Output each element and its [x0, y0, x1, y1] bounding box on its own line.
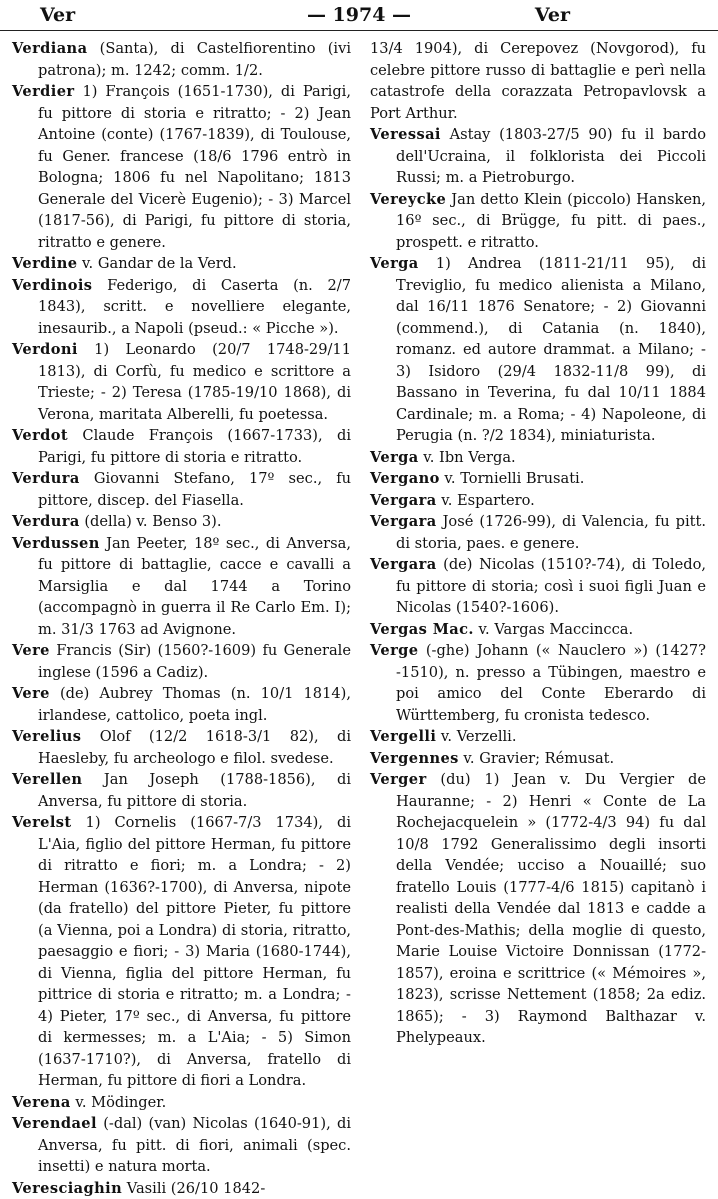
entry: [12, 425, 351, 468]
entry-text: Francis (Sir) (1560?-1609) fu Generale inglese (1596 a Cadiz).: [38, 642, 351, 681]
entry-text: Federigo, di Caserta (n. 2/7 1843), scritt. e novelliere elegante, inesaurib., a Napoli (pseud.: « Picche »).: [38, 277, 351, 337]
headword: Verdine: [12, 255, 77, 272]
entry: [370, 640, 706, 726]
entry-text: v. Verzelli.: [436, 728, 516, 745]
entry: [370, 769, 706, 1049]
headword: Verga: [370, 255, 419, 272]
entry: [370, 447, 706, 469]
headword: Vergelli: [370, 728, 436, 745]
entry-text: Jan Peeter, 18º sec., di Anversa, fu pittore di battaglie, cacce e cavalli a Marsiglia e dal 1744 a Torino (accompagnò in guerra il Re Carlo Em. I); m. 31/3 1763 ad Avignone.: [38, 535, 351, 638]
entry-text: 1) Leonardo (20/7 1748-29/11 1813), di Corfù, fu medico e scrittore a Trieste; - 2) Teresa (1785-19/10 1868), di Verona, maritata Alberelli, fu poetessa.: [38, 341, 351, 423]
entry-text: 13/4 1904), di Cerepovez (Novgorod), fu celebre pittore russo di battaglie e perì nella catastrofe della corazzata Petropavlovsk a Port Arthur.: [370, 40, 706, 122]
right-column: [370, 38, 706, 1049]
entry: [12, 769, 351, 812]
entry-text: v. Ibn Verga.: [419, 449, 516, 466]
entry: [12, 38, 351, 81]
entry: [12, 253, 351, 275]
entry-text: Claude François (1667-1733), di Parigi, fu pittore di storia e ritratto.: [38, 427, 351, 466]
entry-text: 1) François (1651-1730), di Parigi, fu pittore di storia e ritratto; - 2) Jean Antoine (conte) (1767-1839), di Toulouse, fu Gener. francese (18/6 1796 entrò in Bologna; 1806 fu nel Napolitano; 1813 Generale del Vicerè Eugenio); - 3) Marcel (1817-56), di Parigi, fu pittore di storia, ritratto e genere.: [38, 83, 351, 251]
headword: Verellen: [12, 771, 82, 788]
headword: Verga: [370, 449, 419, 466]
entry: [370, 726, 706, 748]
headword: Vergano: [370, 470, 440, 487]
entry-text: (-dal) (van) Nicolas (1640-91), di Anversa, fu pitt. di fiori, animali (spec. insetti) e natura morta.: [38, 1115, 351, 1175]
headword: Verger: [370, 771, 427, 788]
entry: [12, 511, 351, 533]
headword: Vergas Mac.: [370, 621, 474, 638]
headword: Verelius: [12, 728, 81, 745]
headword: Veresciaghin: [12, 1180, 122, 1197]
headword: Veressai: [370, 126, 441, 143]
page-header: [0, 0, 718, 31]
headword: Vergennes: [370, 750, 459, 767]
entry-text: (du) 1) Jean v. Du Vergier de Hauranne; - 2) Henri « Conte de La Rochejacquelein » (1772-4/3 94) fu dal 10/8 1792 Generalissimo degli insorti della Vendée; ucciso a Nouaillé; suo fratello Louis (1777-4/6 1815) capitanò i realisti della Vendée dal 1813 e cadde a Pont-des-Mathis; della moglie di questo, Marie Louise Victoire Donnissan (1772-1857), eroina e scrittrice (« Mémoires », 1823), scrisse Nettement (1858; 2a ediz. 1865); - 3) Raymond Balthazar v. Phelypeaux.: [396, 771, 706, 1046]
entry-text: v. Gravier; Rémusat.: [459, 750, 614, 767]
entry: [370, 490, 706, 512]
headword: Verdura: [12, 513, 80, 530]
headword: Vergara: [370, 556, 437, 573]
headword: Verge: [370, 642, 418, 659]
header-right-word: Ver: [535, 4, 570, 26]
headword: Verendael: [12, 1115, 97, 1132]
entry: [12, 1092, 351, 1114]
entry-text: (-ghe) Johann (« Nauclero ») (1427?-1510), n. presso a Tübingen, maestro e poi amico del Conte Eberardo di Württemberg, fu cronista tedesco.: [396, 642, 706, 724]
entry-text: v. Gandar de la Verd.: [77, 255, 236, 272]
headword: Vergara: [370, 513, 437, 530]
entry: [12, 275, 351, 340]
entry: [12, 533, 351, 641]
entry: [12, 683, 351, 726]
headword: Vereycke: [370, 191, 446, 208]
entry-text: Astay (1803-27/5 90) fu il bardo dell'Ucraina, il folklorista dei Piccoli Russi; m. a Pietroburgo.: [396, 126, 706, 186]
entry-text: (Santa), di Castelfiorentino (ivi patrona); m. 1242; comm. 1/2.: [38, 40, 351, 79]
headword: Vergara: [370, 492, 437, 509]
entry-text: Jan detto Klein (piccolo) Hansken, 16º sec., di Brügge, fu pitt. di paes., prospett. e ritratto.: [396, 191, 706, 251]
entry: [370, 554, 706, 619]
entry-text: (della) v. Benso 3).: [80, 513, 222, 530]
entry-text: v. Tornielli Brusati.: [440, 470, 585, 487]
entry-text: Vasili (26/10 1842-: [122, 1180, 265, 1197]
entry: [370, 253, 706, 447]
entry: [370, 748, 706, 770]
entry-text: Jan Joseph (1788-1856), di Anversa, fu pittore di storia.: [38, 771, 351, 810]
headword: Verdiana: [12, 40, 87, 57]
entry-text: v. Mödinger.: [71, 1094, 167, 1111]
entry-text: 1) Cornelis (1667-7/3 1734), di L'Aia, figlio del pittore Herman, fu pittore di ritratto e fiori; m. a Londra; - 2) Herman (1636?-1700), di Anversa, nipote (da fratello) del pittore Pieter, fu pittore (a Vienna, poi a Londra) di storia, ritratto, paesaggio e fiori; - 3) Maria (1680-1744), di Vienna, figlia del pittore Herman, fu pittrice di storia e ritratto; m. a Londra; - 4) Pieter, 17º sec., di Anversa, fu pittore di kermesses; m. a L'Aia; - 5) Simon (1637-1710?), di Anversa, fratello di Herman, fu pittore di fiori a Londra.: [38, 814, 351, 1089]
entry-text: José (1726-99), di Valencia, fu pitt. di storia, paes. e genere.: [396, 513, 706, 552]
headword: Verdinois: [12, 277, 92, 294]
entry-text: v. Vargas Maccincca.: [474, 621, 633, 638]
entry-text: Olof (12/2 1618-3/1 82), di Haesleby, fu archeologo e filol. svedese.: [38, 728, 351, 767]
header-left-word: Ver: [40, 4, 75, 26]
headword: Verdoni: [12, 341, 78, 358]
entry: [12, 81, 351, 253]
headword: Verdura: [12, 470, 80, 487]
entry: [12, 468, 351, 511]
entry-text: (de) Nicolas (1510?-74), di Toledo, fu pittore di storia; così i suoi figli Juan e Nicolas (1540?-1606).: [396, 556, 706, 616]
headword: Verdot: [12, 427, 68, 444]
entry-text: 1) Andrea (1811-21/11 95), di Treviglio, fu medico alienista a Milano, dal 16/11 1876 Senatore; - 2) Giovanni (commend.), di Catania (n. 1840), romanz. ed autore drammat. a Milano; - 3) Isidoro (29/4 1832-11/8 99), di Bassano in Teverina, fu dal 10/11 1884 Cardinale; m. a Roma; - 4) Napoleone, di Perugia (n. ?/2 1834), miniaturista.: [396, 255, 706, 444]
entry: [12, 640, 351, 683]
headword: Verena: [12, 1094, 71, 1111]
entry-continuation: [370, 38, 706, 124]
headword: Verdier: [12, 83, 74, 100]
entry: [370, 511, 706, 554]
headword: Vere: [12, 642, 50, 659]
entry-text: (de) Aubrey Thomas (n. 10/1 1814), irlandese, cattolico, poeta ingl.: [38, 685, 351, 724]
left-column: [12, 38, 351, 1199]
entry: [370, 189, 706, 254]
entry: [12, 726, 351, 769]
entry-text: v. Espartero.: [437, 492, 535, 509]
entry: [12, 1113, 351, 1178]
entry: [12, 1178, 351, 1199]
entry: [12, 339, 351, 425]
page-number: — 1974 —: [0, 4, 718, 26]
entry: [370, 468, 706, 490]
entry: [370, 124, 706, 189]
headword: Verelst: [12, 814, 72, 831]
headword: Vere: [12, 685, 50, 702]
headword: Verdussen: [12, 535, 100, 552]
entry: [370, 619, 706, 641]
entry: [12, 812, 351, 1092]
entry-text: Giovanni Stefano, 17º sec., fu pittore, discep. del Fiasella.: [38, 470, 351, 509]
